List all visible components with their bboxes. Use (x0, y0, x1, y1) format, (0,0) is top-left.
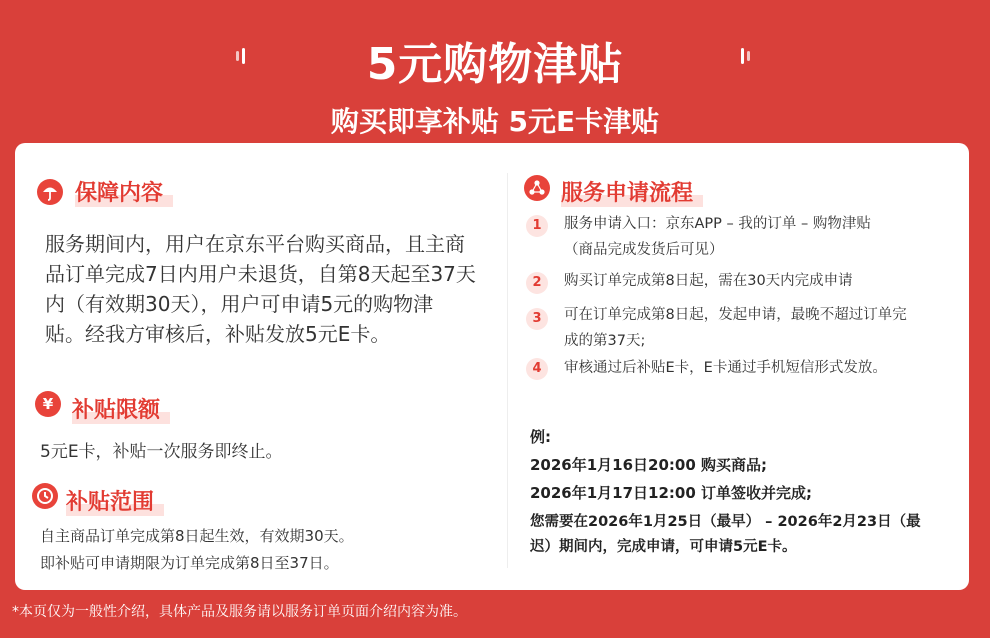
step-text (564, 355, 887, 381)
step-number: 3 (526, 308, 548, 330)
limit-text: 5元E卡，补贴一次服务即终止。 (40, 442, 283, 462)
umbrella-icon (37, 179, 63, 205)
page-title: 5元购物津贴 (366, 39, 624, 90)
yen-icon: ¥ (35, 391, 61, 417)
step-text (564, 302, 907, 354)
process-icon (524, 175, 550, 201)
step-line: 服务申请入口：京东APP – 我的订单 – 购物津贴 (564, 216, 871, 232)
step-number: 1 (526, 215, 548, 237)
guarantee-text (45, 229, 505, 349)
guarantee-line: 贴。经我方审核后，补贴发放5元E卡。 (45, 322, 391, 346)
scope-title: 补贴范围 (66, 485, 164, 516)
example-line: 2026年1月16日20:00 购买商品; (530, 456, 768, 474)
step-line: 成的第37天; (564, 333, 646, 349)
example-line: 迟）期间内，完成申请，可申请5元E卡。 (530, 539, 797, 555)
limit-title: 补贴限额 (72, 393, 170, 424)
step-text (564, 268, 853, 294)
page-subtitle: 购买即享补贴 5元E卡津贴 (330, 105, 660, 138)
clock-icon (32, 483, 58, 509)
scope-line: 即补贴可申请期限为订单完成第8日至37日。 (40, 554, 339, 572)
step-line: （商品完成发货后可见） (564, 242, 724, 258)
guarantee-line: 服务期间内，用户在京东平台购买商品，且主商 (45, 232, 465, 256)
step-line: 购买订单完成第8日起，需在30天内完成申请 (564, 273, 853, 289)
example-line: 您需要在2026年1月25日（最早） – 2026年2月23日（最 (530, 514, 921, 530)
process-title: 服务申请流程 (561, 176, 703, 207)
scope-line: 自主商品订单完成第8日起生效，有效期30天。 (40, 527, 354, 545)
guarantee-line: 内（有效期30天），用户可申请5元的购物津 (45, 292, 434, 316)
example-label: 例: (530, 428, 551, 446)
step-line: 可在订单完成第8日起，发起申请，最晚不超过订单完 (564, 307, 907, 323)
example-line: 2026年1月17日12:00 订单签收并完成; (530, 484, 813, 502)
step-number: 4 (526, 358, 548, 380)
scope-text (40, 523, 354, 577)
content-card (15, 143, 969, 590)
footer-disclaimer: *本页仅为一般性介绍，具体产品及服务请以服务订单页面介绍内容为准。 (12, 604, 467, 620)
guarantee-line: 品订单完成7日内用户未退货，自第8天起至37天 (45, 262, 476, 286)
step-text (564, 211, 871, 263)
step-line: 审核通过后补贴E卡，E卡通过手机短信形式发放。 (564, 360, 887, 376)
column-divider (507, 173, 508, 568)
step-number: 2 (526, 272, 548, 294)
guarantee-title: 保障内容 (75, 176, 173, 207)
